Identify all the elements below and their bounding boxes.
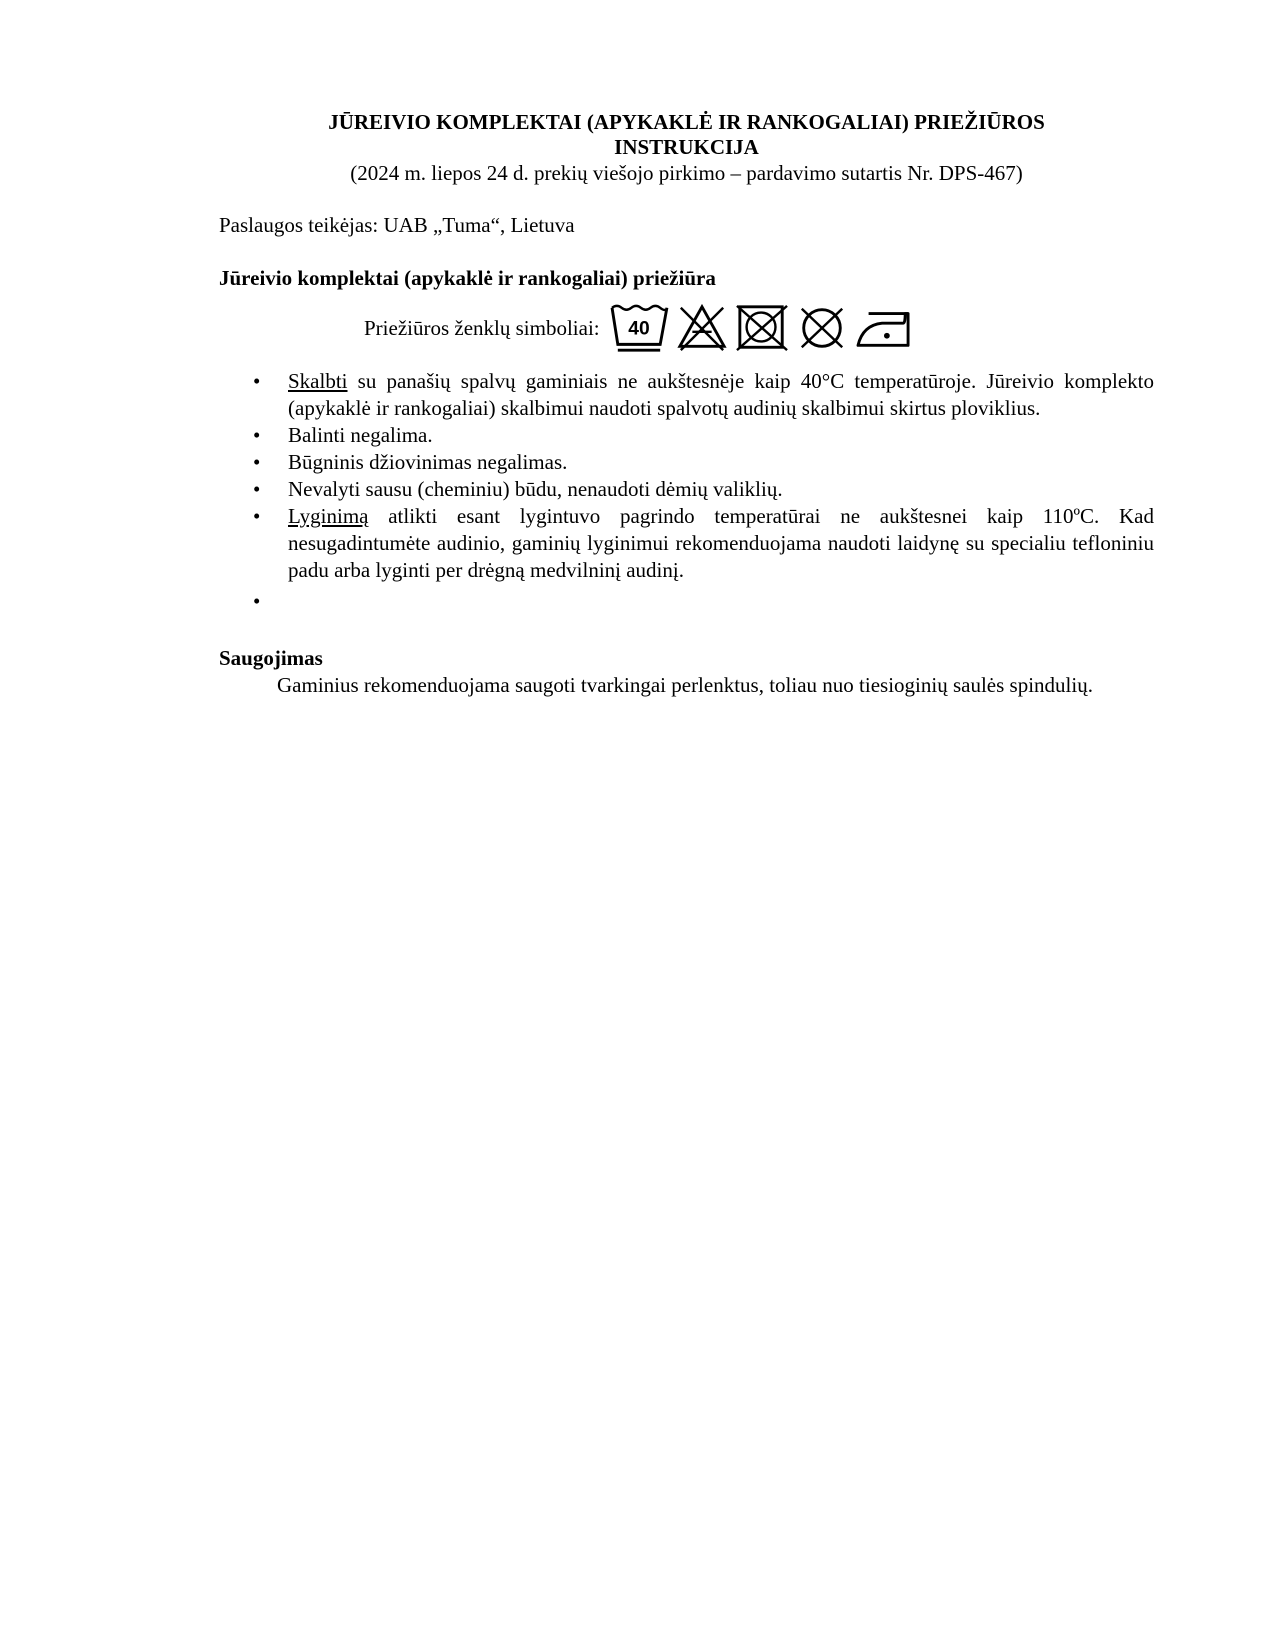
list-item <box>219 368 1154 422</box>
dry-clean-instruction-text: Nevalyti sausu (cheminiu) būdu, nenaudoti dėmių valiklių. <box>288 477 783 501</box>
bullet: • <box>253 589 261 613</box>
title-line-1: JŪREIVIO KOMPLEKTAI (APYKAKLĖ IR RANKOGALIAI) PRIEŽIŪROS <box>328 110 1045 134</box>
wash-term: Skalbti <box>288 369 348 393</box>
storage-text: Gaminius rekomenduojama saugoti tvarkingai perlenktus, toliau nuo tiesioginių saulės spindulių. <box>277 673 1093 697</box>
document-title <box>219 110 1154 160</box>
symbols-label: Priežiūros ženklų simboliai: <box>364 315 600 340</box>
bullet: • <box>253 423 261 447</box>
no-bleach-icon <box>676 302 728 354</box>
wash-40-icon <box>608 302 670 354</box>
bullet: • <box>253 369 261 393</box>
document-content <box>219 110 1154 699</box>
care-symbols-row <box>364 300 1154 356</box>
care-instructions-list <box>219 368 1154 615</box>
bullet: • <box>253 450 261 474</box>
bullet: • <box>253 477 261 501</box>
bleach-instruction-text: Balinti negalima. <box>288 423 433 447</box>
document-subtitle: (2024 m. liepos 24 d. prekių viešojo pirkimo – pardavimo sutartis Nr. DPS-467) <box>350 161 1023 185</box>
service-provider: Paslaugos teikėjas: UAB „Tuma“, Lietuva <box>219 213 575 237</box>
list-item-empty <box>219 588 1154 615</box>
list-item <box>219 476 1154 503</box>
no-dry-clean-icon <box>796 302 848 354</box>
list-item <box>219 422 1154 449</box>
no-tumble-dry-icon <box>734 302 790 354</box>
title-line-2: INSTRUKCIJA <box>614 135 759 159</box>
bullet: • <box>253 504 261 528</box>
care-heading: Jūreivio komplektai (apykaklė ir rankogaliai) priežiūra <box>219 266 716 290</box>
storage-heading: Saugojimas <box>219 646 323 670</box>
list-item <box>219 449 1154 476</box>
tumble-dry-instruction-text: Būgninis džiovinimas negalimas. <box>288 450 568 474</box>
list-item <box>219 503 1154 584</box>
ironing-instruction-text: atlikti esant lygintuvo pagrindo temperatūrai ne aukštesnei kaip 110ºC. Kad nesugadintumėte audinio, gaminių lyginimui rekomenduojama naudoti laidynę su specialiu tefloniniu padu arba lyginti per drėgną medvilninį audinį. <box>288 504 1154 582</box>
wash-instruction-text: su panašių spalvų gaminiais ne aukštesnėje kaip 40°C temperatūroje. Jūreivio komplekto (apykaklė ir rankogaliai) skalbimui naudoti spalvotų audinių skalbimui skirtus ploviklius. <box>288 369 1154 420</box>
ironing-term: Lyginimą <box>288 504 369 528</box>
iron-one-dot-icon <box>854 302 914 354</box>
wash-temperature-label: 40 <box>627 318 650 340</box>
